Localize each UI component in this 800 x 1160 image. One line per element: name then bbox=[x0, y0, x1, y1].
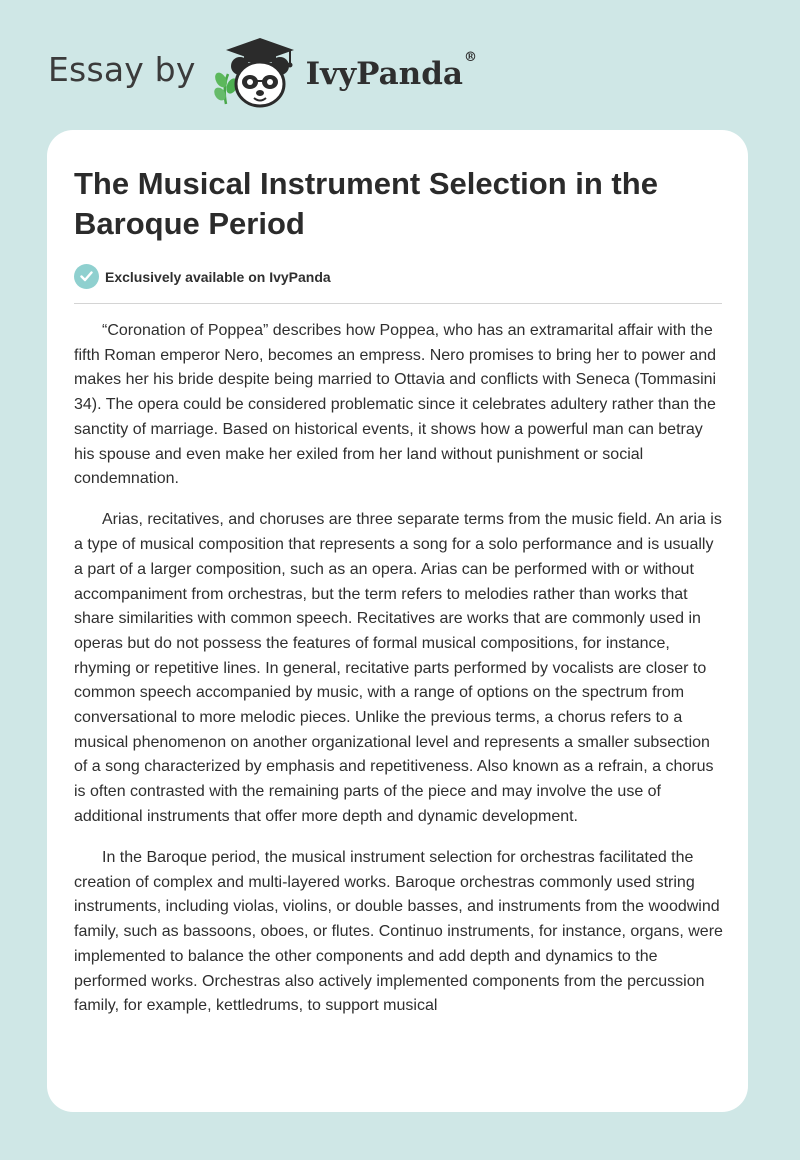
page-title: The Musical Instrument Selection in the Baroque Period bbox=[74, 166, 658, 241]
panda-graduate-icon[interactable] bbox=[210, 30, 300, 114]
site-header bbox=[48, 30, 477, 114]
divider bbox=[74, 303, 722, 304]
registered-mark: ® bbox=[463, 50, 477, 65]
essay-by-label: Essay by bbox=[48, 49, 196, 89]
exclusive-badge bbox=[74, 264, 331, 289]
essay-body bbox=[74, 319, 724, 1035]
paragraph: “Coronation of Poppea” describes how Poppea, who has an extramarital affair with the fifth Roman emperor Nero, becomes an empress. Nero promises to bring her to power and makes her his bride despite being married to Ottavia and conflicts with Seneca (Tommasini 34). The opera could be considered problematic since it celebrates adultery rather than the sanctity of marriage. Based on historical events, it shows how a powerful man can betray his spouse and even make her exiled from her land without punishment or social condemnation. bbox=[74, 322, 717, 488]
paragraph: Arias, recitatives, and choruses are three separate terms from the music field. An aria is a type of musical composition that represents a song for a solo performance and is usually a part of a larger composition, such as an opera. Arias can be performed with or without accompaniment from orchestras, but the term refers to melodies rather than works that share similarities with common speech. Recitatives are works that are commonly used in operas but do not possess the features of formal musical compositions, for instance, rhyming or repetitive lines. In general, recitative parts performed by vocalists are closer to common speech accompanied by music, with a range of options on the spectrum from conversational to more melodic pieces. Unlike the previous terms, a chorus refers to a musical phenomenon on another organizational level and represents a smaller subsection of a song characterized by emphasis and repetitiveness. Also known as a refrain, a chorus is often contrasted with the remaining parts of the piece and may involve the use of additional instruments that offer more depth and dynamic development. bbox=[74, 511, 722, 825]
essay-card bbox=[47, 130, 748, 1112]
brand-name[interactable]: IvyPanda® bbox=[305, 50, 477, 92]
exclusive-badge-text: Exclusively available on IvyPanda bbox=[105, 268, 331, 285]
paragraph: In the Baroque period, the musical instrument selection for orchestras facilitated the creation of complex and multi-layered works. Baroque orchestras commonly used string instruments, including violas, violins, or double basses, and instruments from the woodwind family, such as bassoons, oboes, or flutes. Continuo instruments, for instance, organs, were implemented to balance the other components and add depth and dynamics to the performed works. Orchestras also actively implemented components from the percussion family, for example, kettledrums, to support musical bbox=[74, 849, 723, 1015]
check-icon bbox=[74, 264, 99, 289]
